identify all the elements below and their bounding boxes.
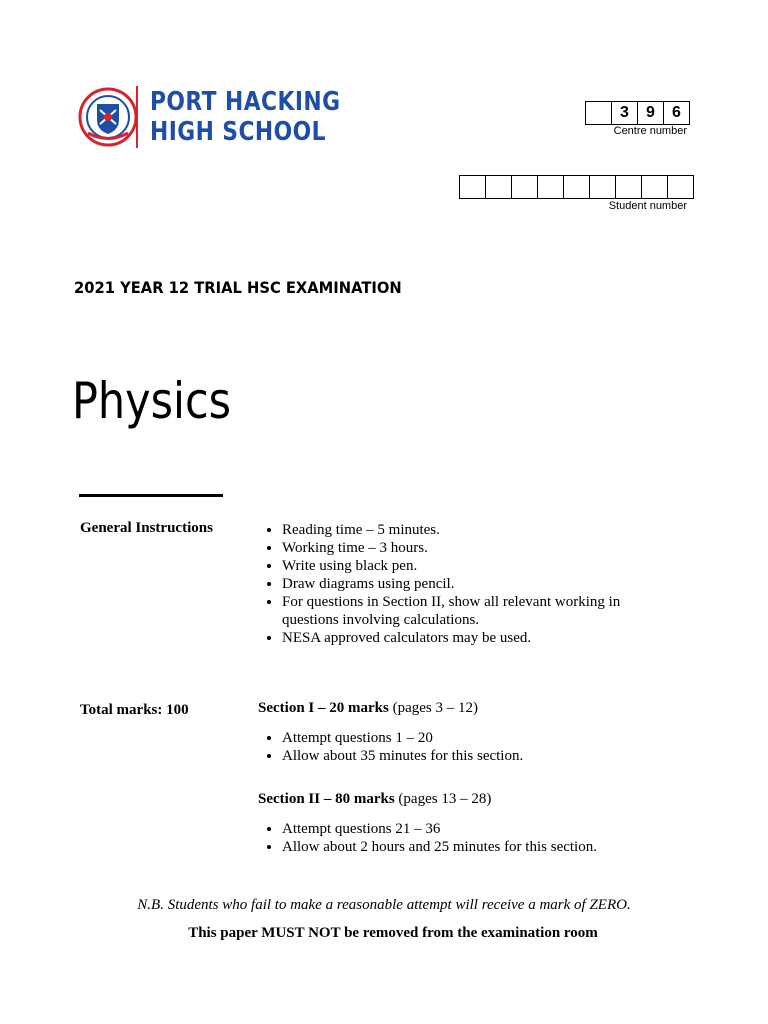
centre-digit-box: 6 (663, 101, 690, 125)
list-item: • Attempt questions 21 – 36 (282, 820, 662, 838)
list-item: • Draw diagrams using pencil. (282, 575, 662, 593)
school-name-line2: HIGH SCHOOL (150, 117, 326, 147)
list-item: • NESA approved calculators may be used. (282, 629, 662, 647)
list-item: • Reading time – 5 minutes. (282, 521, 662, 539)
general-instructions-label: General Instructions (80, 520, 213, 536)
student-digit-box[interactable] (615, 175, 642, 199)
student-digit-box[interactable] (667, 175, 694, 199)
centre-digit-box: 9 (637, 101, 664, 125)
section-1-pages: (pages 3 – 12) (388, 700, 478, 716)
student-digit-box[interactable] (589, 175, 616, 199)
section-1-heading (258, 700, 478, 717)
centre-digit-box (585, 101, 612, 125)
section-1-title: Section I – 20 marks (258, 700, 389, 716)
subject-title: Physics (72, 372, 232, 430)
school-crest-icon (78, 86, 140, 148)
centre-number-boxes (586, 101, 690, 125)
school-name-line1: PORT HACKING (150, 87, 341, 117)
exam-title: 2021 YEAR 12 TRIAL HSC EXAMINATION (74, 278, 402, 297)
student-digit-box[interactable] (511, 175, 538, 199)
section-2-heading (258, 791, 491, 808)
list-item: • Write using black pen. (282, 557, 662, 575)
section-2-list (258, 820, 662, 856)
student-digit-box[interactable] (485, 175, 512, 199)
section-2-pages: (pages 13 – 28) (394, 791, 492, 807)
section-1-list (258, 729, 662, 765)
student-number-label: Student number (608, 200, 687, 212)
centre-digit-box: 3 (611, 101, 638, 125)
student-digit-box[interactable] (537, 175, 564, 199)
logo-divider (136, 86, 138, 148)
footer-warning: This paper MUST NOT be removed from the examination room (188, 925, 598, 941)
student-digit-box[interactable] (459, 175, 486, 199)
list-item: • For questions in Section II, show all relevant working in questions involving calculations. (282, 593, 662, 629)
student-digit-box[interactable] (563, 175, 590, 199)
nb-note: N.B. Students who fail to make a reasonable attempt will receive a mark of ZERO. (137, 897, 631, 913)
list-item: • Attempt questions 1 – 20 (282, 729, 662, 747)
student-digit-box[interactable] (641, 175, 668, 199)
list-item: • Allow about 35 minutes for this section. (282, 747, 662, 765)
list-item: • Allow about 2 hours and 25 minutes for this section. (282, 838, 662, 856)
total-marks-label: Total marks: 100 (80, 702, 189, 718)
section-2-title: Section II – 80 marks (258, 791, 395, 807)
centre-number-label: Centre number (613, 125, 687, 137)
list-item: • Working time – 3 hours. (282, 539, 662, 557)
title-underline (79, 494, 223, 497)
general-instructions-list (258, 521, 662, 647)
student-number-boxes (460, 175, 694, 199)
